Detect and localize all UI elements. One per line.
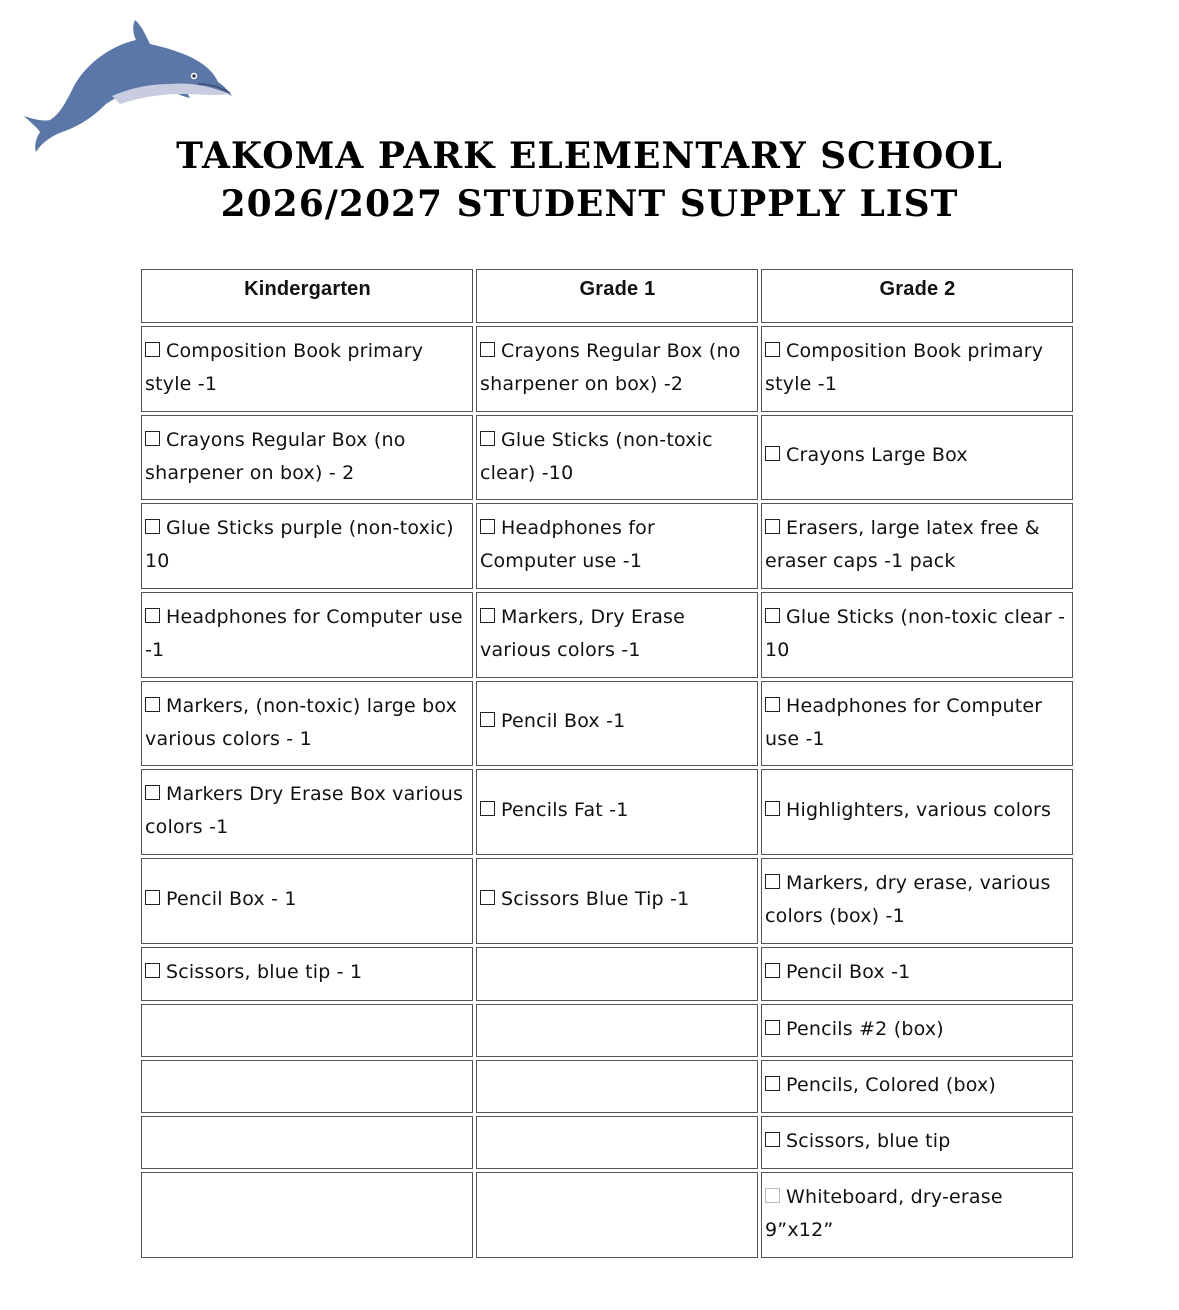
supply-item-label: Scissors, blue tip - 1: [166, 961, 363, 983]
supply-table: [141, 269, 1073, 1261]
checkbox-icon[interactable]: [480, 801, 495, 816]
table-row: [141, 503, 1073, 589]
checkbox-icon[interactable]: [765, 963, 780, 978]
table-row: [141, 1116, 1073, 1169]
cell-grade-1: [476, 1116, 758, 1169]
checkbox-icon[interactable]: [145, 608, 160, 623]
supply-item-label: Pencils #2 (box): [786, 1018, 944, 1040]
supply-item-label: Pencil Box -1: [786, 961, 911, 983]
supply-item-label: Glue Sticks (non-toxic clear) -10: [480, 429, 713, 484]
cell-kindergarten: [141, 326, 473, 412]
supply-item-label: Highlighters, various colors: [786, 798, 1052, 821]
title-line-school: TAKOMA PARK ELEMENTARY SCHOOL: [176, 135, 1003, 177]
cell-kindergarten: [141, 681, 473, 766]
title-line-list: 2026/2027 STUDENT SUPPLY LIST: [220, 183, 959, 225]
cell-grade-2: [761, 1172, 1073, 1258]
supply-item-label: Erasers, large latex free & eraser caps -1 pack: [765, 517, 1040, 572]
checkbox-icon[interactable]: [765, 1076, 780, 1091]
cell-kindergarten: [141, 503, 473, 589]
cell-kindergarten: [141, 1116, 473, 1169]
table-row: [141, 947, 1073, 1001]
checkbox-icon[interactable]: [765, 519, 780, 534]
cell-grade-2: [761, 1004, 1073, 1057]
supply-item-label: Headphones for Computer use -1: [145, 606, 463, 661]
cell-kindergarten: [141, 1004, 473, 1057]
checkbox-icon[interactable]: [765, 801, 780, 816]
checkbox-icon[interactable]: [480, 342, 495, 357]
cell-grade-1: [476, 1172, 758, 1258]
checkbox-icon[interactable]: [480, 712, 495, 727]
table-header-row: [141, 269, 1073, 323]
column-header-grade-1: Grade 1: [476, 269, 758, 323]
supply-item-label: Pencils, Colored (box): [786, 1074, 997, 1096]
cell-grade-2: [761, 947, 1073, 1001]
checkbox-icon[interactable]: [765, 697, 780, 712]
cell-grade-2: [761, 1060, 1073, 1113]
supply-item-label: Markers, dry erase, various colors (box) -1: [765, 872, 1051, 927]
checkbox-icon[interactable]: [145, 519, 160, 534]
table-row: [141, 415, 1073, 500]
supply-item-label: Pencils Fat -1: [501, 798, 629, 821]
supply-item-label: Composition Book primary style -1: [145, 340, 424, 395]
cell-grade-2: [761, 769, 1073, 855]
column-header-grade-2: Grade 2: [761, 269, 1073, 323]
supply-item-label: Whiteboard, dry-erase 9”x12”: [765, 1186, 1003, 1241]
supply-item-label: Composition Book primary style -1: [765, 340, 1044, 395]
checkbox-icon[interactable]: [145, 785, 160, 800]
table-row: [141, 326, 1073, 412]
cell-grade-2: [761, 1116, 1073, 1169]
table-row: [141, 681, 1073, 766]
cell-kindergarten: [141, 947, 473, 1001]
cell-grade-1: [476, 1060, 758, 1113]
cell-kindergarten: [141, 1060, 473, 1113]
supply-item-label: Crayons Regular Box (no sharpener on box) -2: [480, 340, 741, 395]
checkbox-icon[interactable]: [765, 874, 780, 889]
cell-grade-1: [476, 947, 758, 1001]
supply-item-label: Glue Sticks purple (non-toxic) 10: [145, 517, 454, 572]
cell-kindergarten: [141, 858, 473, 944]
cell-grade-1: [476, 415, 758, 500]
cell-grade-1: [476, 858, 758, 944]
cell-kindergarten: [141, 415, 473, 500]
checkbox-icon[interactable]: [480, 890, 495, 905]
cell-grade-1: [476, 1004, 758, 1057]
checkbox-icon[interactable]: [145, 697, 160, 712]
table-row: [141, 1060, 1073, 1113]
checkbox-icon[interactable]: [765, 342, 780, 357]
supply-item-label: Markers, Dry Erase various colors -1: [480, 606, 686, 661]
cell-grade-2: [761, 415, 1073, 500]
cell-kindergarten: [141, 592, 473, 678]
cell-grade-1: [476, 503, 758, 589]
table-row: [141, 1172, 1073, 1258]
table-row: [141, 858, 1073, 944]
checkbox-icon[interactable]: [765, 446, 780, 461]
supply-item-label: Scissors Blue Tip -1: [501, 887, 690, 910]
checkbox-icon[interactable]: [480, 608, 495, 623]
cell-grade-1: [476, 326, 758, 412]
supply-item-label: Headphones for Computer use -1: [480, 517, 656, 572]
table-row: [141, 769, 1073, 855]
checkbox-icon[interactable]: [145, 963, 160, 978]
column-header-kindergarten: Kindergarten: [141, 269, 473, 323]
supply-item-label: Glue Sticks (non-toxic clear - 10: [765, 606, 1066, 661]
cell-grade-1: [476, 769, 758, 855]
cell-grade-2: [761, 503, 1073, 589]
table-row: [141, 592, 1073, 678]
checkbox-icon[interactable]: [480, 431, 495, 446]
cell-kindergarten: [141, 769, 473, 855]
page-title: [0, 132, 1179, 228]
checkbox-icon[interactable]: [145, 890, 160, 905]
cell-grade-2: [761, 858, 1073, 944]
checkbox-icon[interactable]: [480, 519, 495, 534]
supply-item-label: Headphones for Computer use -1: [765, 695, 1043, 750]
checkbox-icon[interactable]: [765, 1188, 780, 1203]
checkbox-icon[interactable]: [145, 431, 160, 446]
supply-item-label: Pencil Box -1: [501, 710, 626, 732]
cell-grade-1: [476, 592, 758, 678]
cell-kindergarten: [141, 1172, 473, 1258]
supply-item-label: Scissors, blue tip: [786, 1130, 951, 1152]
supply-item-label: Crayons Large Box: [786, 444, 968, 466]
supply-item-label: Markers Dry Erase Box various colors -1: [145, 783, 464, 838]
checkbox-icon[interactable]: [765, 608, 780, 623]
supply-item-label: Crayons Regular Box (no sharpener on box) - 2: [145, 429, 406, 484]
supply-item-label: Markers, (non-toxic) large box various colors - 1: [145, 695, 458, 750]
supply-item-label: Pencil Box - 1: [166, 887, 297, 910]
table-row: [141, 1004, 1073, 1057]
cell-grade-2: [761, 326, 1073, 412]
cell-grade-1: [476, 681, 758, 766]
checkbox-icon[interactable]: [765, 1020, 780, 1035]
checkbox-icon[interactable]: [145, 342, 160, 357]
cell-grade-2: [761, 681, 1073, 766]
cell-grade-2: [761, 592, 1073, 678]
checkbox-icon[interactable]: [765, 1132, 780, 1147]
